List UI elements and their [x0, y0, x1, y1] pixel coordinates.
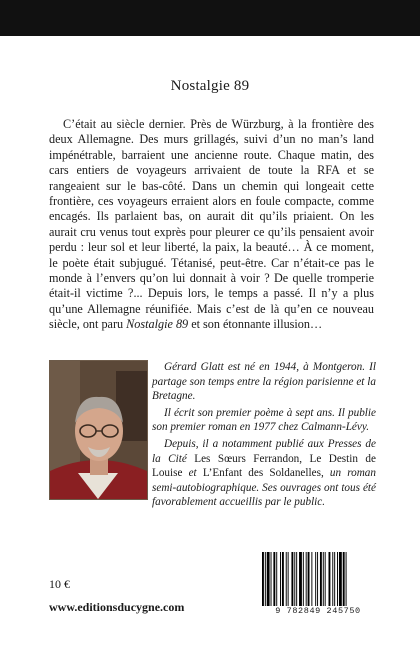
barcode-digits: 9 782849 245750 — [275, 606, 361, 616]
barcode-bar — [294, 552, 295, 606]
bio-separator-1: , — [299, 452, 310, 465]
barcode-bar — [323, 552, 324, 606]
barcode-bar — [288, 552, 289, 606]
book-title: Nostalgie 89 — [170, 78, 250, 94]
barcode-bar — [286, 552, 287, 606]
barcode-bar — [296, 552, 297, 606]
bio-text: Depuis, il a notamment publié aux Presses de la Cité — [152, 437, 376, 465]
barcode-bar — [317, 552, 318, 606]
barcode-bar — [311, 552, 312, 606]
barcode-bar — [265, 552, 266, 606]
bio-paragraph-3 — [152, 437, 376, 510]
barcode-bar — [299, 552, 302, 606]
book-title-1: Les Sœurs Ferrandon — [194, 452, 300, 465]
bio-paragraph-2: Il écrit son premier poème à sept ans. Il publie son premier roman en 1977 chez Calmann-Lévy. — [152, 406, 376, 434]
barcode-bar — [320, 552, 322, 606]
synopsis — [49, 117, 374, 333]
barcode-bar — [308, 552, 310, 606]
barcode-bar — [271, 552, 272, 606]
bio-separator-2: et — [182, 467, 203, 480]
barcode-bar — [337, 552, 338, 606]
barcode-bar — [332, 552, 333, 606]
barcode-bar — [303, 552, 304, 606]
book-title-3: L’Enfant des Soldanelles — [202, 467, 321, 480]
book-title-2: Le Destin de Louise — [152, 452, 376, 480]
synopsis-title-ref: Nostalgie 89 — [126, 317, 189, 332]
bio-paragraph-1: Gérard Glatt est né en 1944, à Montgeron. Il partage son temps entre la région parisienne et la Bretagne. — [152, 361, 376, 403]
synopsis-text-end: et son étonnante illusion… — [188, 317, 323, 332]
barcode-bar — [291, 552, 293, 606]
barcode-bar — [280, 552, 281, 606]
barcode-bar — [325, 552, 326, 606]
barcode-bar — [346, 552, 347, 606]
barcode-bar — [334, 552, 335, 606]
barcode-bar — [343, 552, 345, 606]
website-url: www.editionsducygne.com — [49, 600, 185, 614]
barcode-bar — [276, 552, 277, 606]
synopsis-text: C’était au siècle dernier. Près de Würzburg, à la frontière des deux Allemagne. Des murs grillagés, suivi d’un no man’s land impénétrable, barraient une ancienne route. Chaque matin, des cars entiers de voyageurs arrivaient de toute la RFA et se rangeaient sur le bas-côté. Dans un chemin qui longeait cette frontière, ces voyageurs erraient alors en foule compacte, comme encagés. Ils parlaient bas, on aurait dit qu’ils priaient. On les aurait cru venus tout exprès pour pleurer ce qu’ils pensaient avoir perdu : leur sol et leur liberté, la paix, la beauté… À ce moment, le poète était subjugué. Tétanisé, peut-être. Car n’était-ce pas le monde à l’envers qu’on lui donnait à voir ? De quelle tromperie était-il victime ?... Depuis lors, le temps a passé. Il n’y a plus qu’une Allemagne réunifiée. Mais c’est de là qu’en ce nouveau siècle, ont paru — [49, 117, 374, 332]
author-bio — [152, 360, 376, 512]
barcode-bar — [262, 552, 264, 606]
barcode-bar — [273, 552, 275, 606]
author-photo — [49, 360, 148, 500]
barcode-bar — [306, 552, 307, 606]
barcode-bar — [315, 552, 316, 606]
synopsis-paragraph — [49, 117, 374, 333]
bio-text-end: , un roman semi-autobiographique. Ses ouvrages ont tous été favorablement accueillis par le public. — [152, 467, 376, 509]
barcode-bars — [262, 552, 374, 606]
barcode-bar — [267, 552, 270, 606]
barcode-bar — [329, 552, 331, 606]
isbn-barcode — [256, 548, 380, 620]
author-portrait-image — [50, 361, 147, 499]
barcode-bar — [282, 552, 284, 606]
top-band — [0, 0, 420, 36]
price: 10 € — [49, 577, 70, 591]
barcode-bar — [339, 552, 342, 606]
